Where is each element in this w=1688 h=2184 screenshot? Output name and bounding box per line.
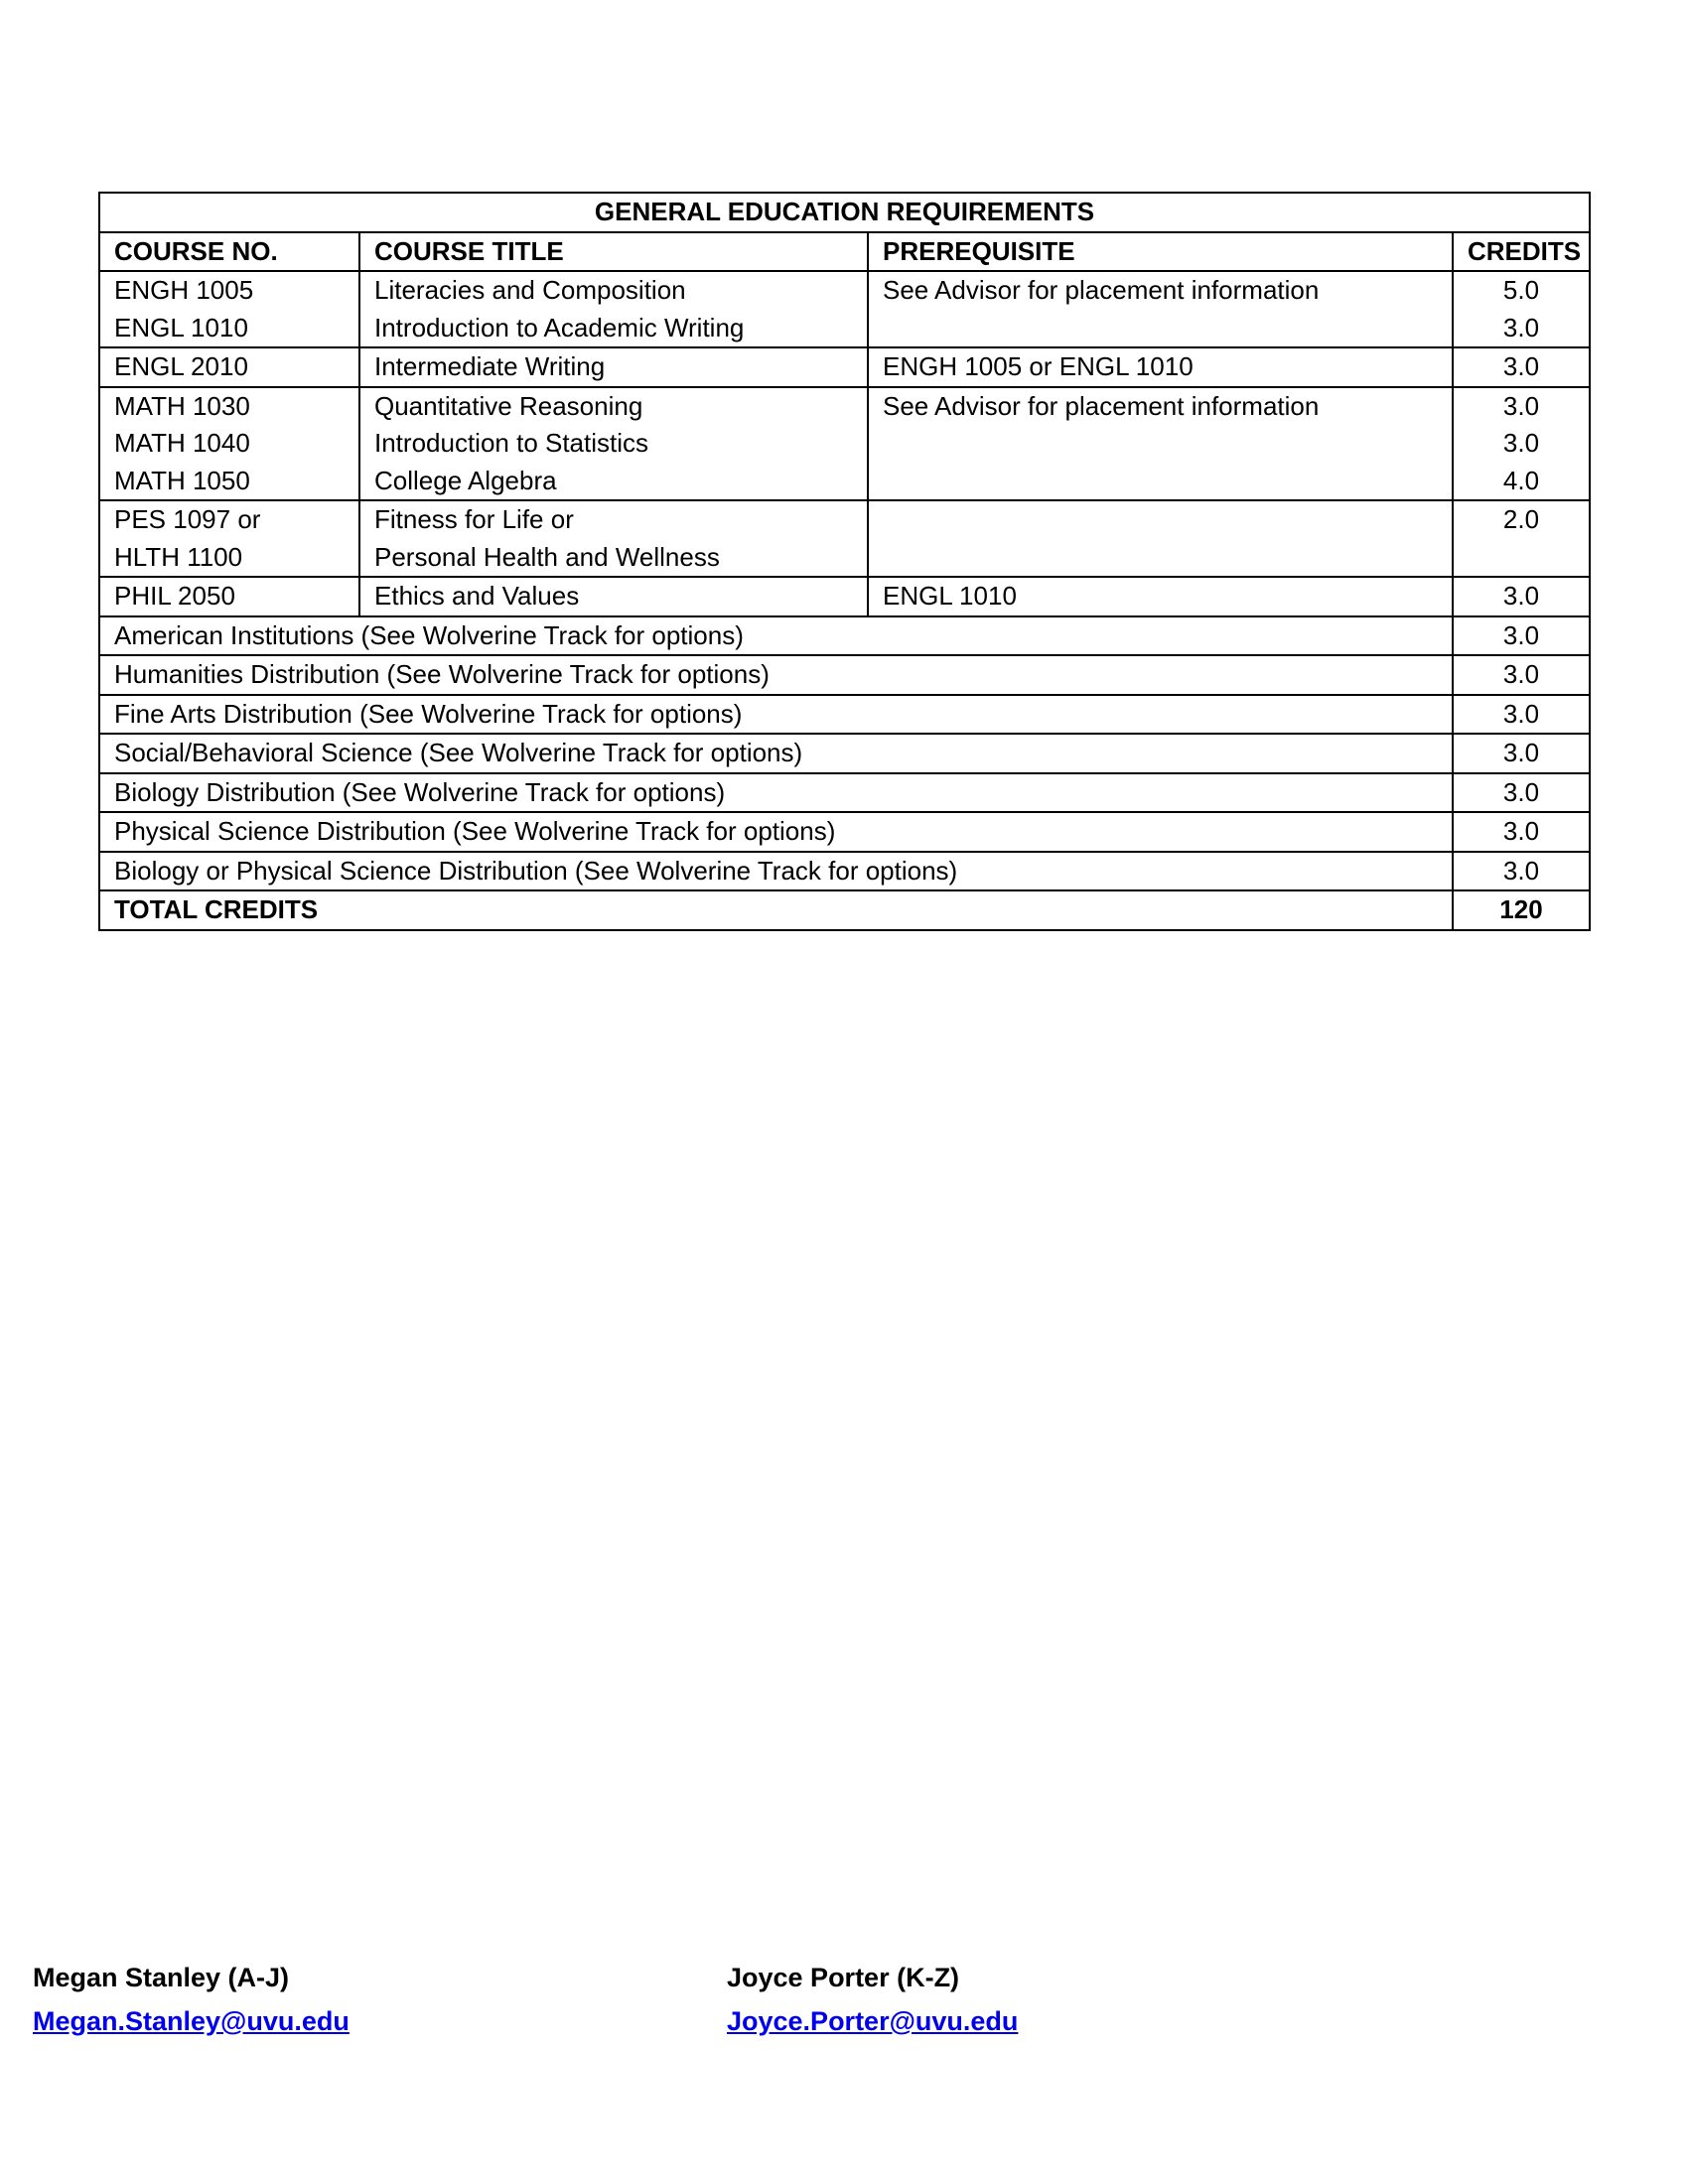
course-no-cell (99, 387, 359, 501)
course-title: Introduction to Statistics (374, 428, 649, 458)
credits: 3.0 (1502, 312, 1540, 342)
course-no-cell (99, 271, 359, 347)
prerequisite-cell (868, 500, 1453, 577)
table-row (99, 577, 1590, 616)
credits: 3.0 (1502, 351, 1540, 381)
course-no-cell (99, 500, 359, 577)
course-title-cell (359, 577, 868, 616)
distribution-label: Fine Arts Distribution (See Wolverine Track for options) (99, 695, 1453, 735)
header-prerequisite: PREREQUISITE (868, 232, 1453, 272)
course-title: Literacies and Composition (374, 275, 686, 305)
distribution-label: Humanities Distribution (See Wolverine Track for options) (99, 655, 1453, 695)
credits: 3.0 (1502, 581, 1540, 611)
course-title-cell (359, 387, 868, 501)
course-title-cell (359, 271, 868, 347)
prerequisite-cell (868, 577, 1453, 616)
prerequisite-cell (868, 271, 1453, 347)
table-row (99, 616, 1590, 656)
distribution-credits: 3.0 (1453, 695, 1590, 735)
general-education-table (98, 192, 1591, 931)
total-label: TOTAL CREDITS (99, 890, 1453, 930)
prerequisite: ENGH 1005 or ENGL 1010 (883, 351, 1194, 381)
course-title: Fitness for Life or (374, 504, 574, 534)
advisor-contact-1 (33, 1956, 350, 2043)
header-credits: CREDITS (1453, 232, 1590, 272)
header-course-no: COURSE NO. (99, 232, 359, 272)
credits: 3.0 (1502, 390, 1540, 421)
distribution-label: American Institutions (See Wolverine Track for options) (99, 616, 1453, 656)
advisor-email-link[interactable]: Megan.Stanley@uvu.edu (33, 2006, 350, 2036)
distribution-credits: 3.0 (1453, 852, 1590, 891)
course-no: PHIL 2050 (114, 581, 235, 611)
advisor-contact-2 (727, 1956, 1018, 2043)
course-title: Quantitative Reasoning (374, 390, 643, 421)
header-course-title: COURSE TITLE (359, 232, 868, 272)
credits: 3.0 (1502, 428, 1540, 458)
course-no: ENGL 1010 (114, 312, 248, 342)
course-no: MATH 1040 (114, 428, 250, 458)
course-title: Intermediate Writing (374, 351, 606, 381)
table-row (99, 773, 1590, 813)
prerequisite: ENGL 1010 (883, 581, 1017, 611)
prerequisite-cell (868, 387, 1453, 501)
advisor-name: Joyce Porter (K-Z) (727, 1963, 960, 1992)
prerequisite (883, 501, 1438, 539)
course-no: PES 1097 or (114, 504, 261, 534)
table-title: GENERAL EDUCATION REQUIREMENTS (99, 193, 1590, 232)
distribution-label: Biology Distribution (See Wolverine Track for options) (99, 773, 1453, 813)
distribution-label: Physical Science Distribution (See Wolverine Track for options) (99, 812, 1453, 852)
course-no: HLTH 1100 (114, 541, 243, 572)
course-title: College Algebra (374, 465, 557, 495)
distribution-credits: 3.0 (1453, 812, 1590, 852)
course-title-cell (359, 500, 868, 577)
course-title: Ethics and Values (374, 581, 580, 611)
course-no: MATH 1050 (114, 465, 250, 495)
table-row (99, 695, 1590, 735)
prerequisite: See Advisor for placement information (883, 275, 1320, 305)
credits-cell (1453, 271, 1590, 347)
credits: 5.0 (1502, 275, 1540, 305)
table-row (99, 387, 1590, 501)
advisor-name: Megan Stanley (A-J) (33, 1963, 290, 1992)
table-title-row (99, 193, 1590, 232)
table-row (99, 655, 1590, 695)
distribution-label: Biology or Physical Science Distribution (See Wolverine Track for options) (99, 852, 1453, 891)
table-row (99, 812, 1590, 852)
table-row (99, 347, 1590, 387)
course-no: MATH 1030 (114, 390, 250, 421)
distribution-credits: 3.0 (1453, 734, 1590, 773)
credits-cell (1453, 387, 1590, 501)
prerequisite: See Advisor for placement information (883, 390, 1320, 421)
table-header-row (99, 232, 1590, 272)
course-no-cell (99, 347, 359, 387)
credits: 4.0 (1502, 465, 1540, 495)
prerequisite-cell (868, 347, 1453, 387)
total-row (99, 890, 1590, 930)
credits: 2.0 (1502, 504, 1540, 534)
credits-cell (1453, 577, 1590, 616)
table-row (99, 271, 1590, 347)
advisor-email-link[interactable]: Joyce.Porter@uvu.edu (727, 2006, 1019, 2036)
course-no: ENGH 1005 (114, 275, 254, 305)
course-no-cell (99, 577, 359, 616)
course-title: Personal Health and Wellness (374, 541, 720, 572)
credits-cell (1453, 500, 1590, 577)
course-title: Introduction to Academic Writing (374, 312, 745, 342)
distribution-credits: 3.0 (1453, 773, 1590, 813)
table-row (99, 734, 1590, 773)
table-row (99, 500, 1590, 577)
course-title-cell (359, 347, 868, 387)
distribution-credits: 3.0 (1453, 655, 1590, 695)
distribution-label: Social/Behavioral Science (See Wolverine Track for options) (99, 734, 1453, 773)
distribution-credits: 3.0 (1453, 616, 1590, 656)
credits-cell (1453, 347, 1590, 387)
course-no: ENGL 2010 (114, 351, 248, 381)
total-credits: 120 (1453, 890, 1590, 930)
table-row (99, 852, 1590, 891)
